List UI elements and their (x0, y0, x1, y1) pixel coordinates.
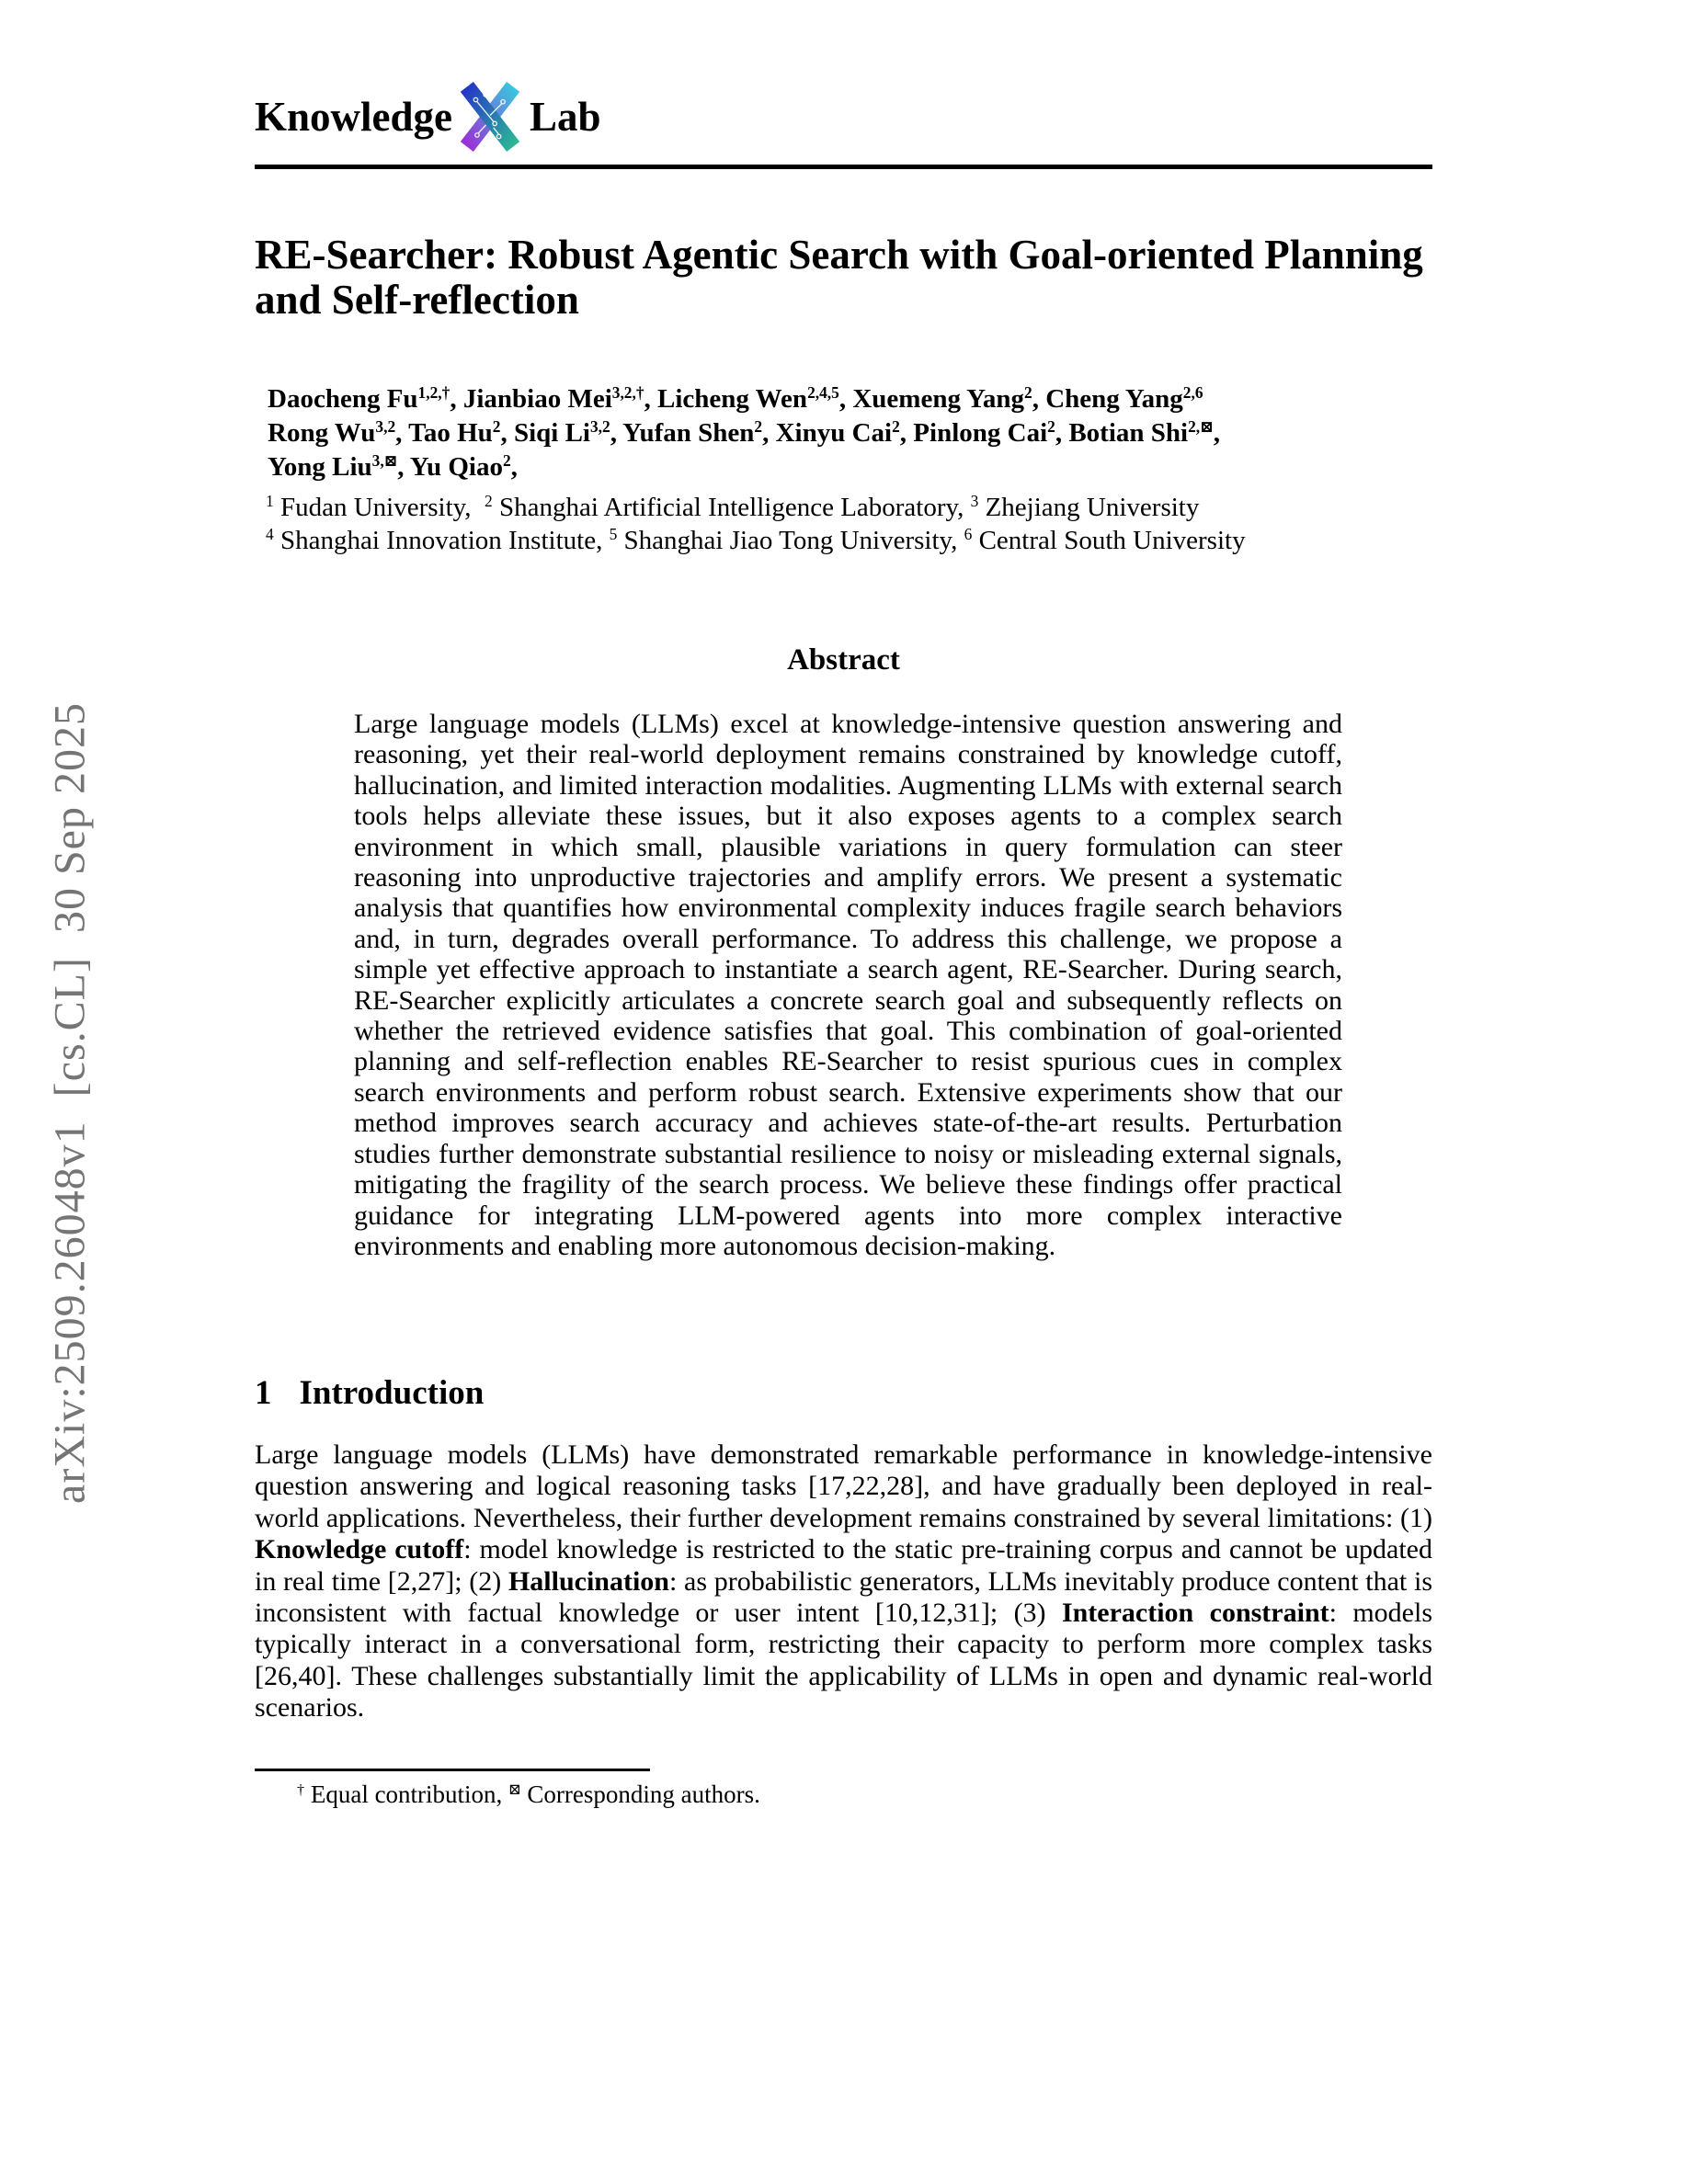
logo-word-lab: Lab (530, 94, 601, 140)
author-line: Rong Wu$^{3,2}$, Tao Hu$^2$, Siqi Li$^{3,2}$, Yufan Shen$^2$, Xinyu Cai$^2$, Pinlong Cai$^2$, Botian Shi$^{2,⊠}$, (268, 417, 1220, 448)
affiliation-line: $^1$ Fudan University, $^2$ Shanghai Artificial Intelligence Laboratory, $^3$ Zhejiang University (266, 492, 1200, 522)
knowledge-x-lab-logo (255, 79, 601, 154)
header-divider (255, 165, 1432, 169)
abstract-heading: Abstract (787, 643, 900, 677)
logo-word-knowledge: Knowledge (255, 94, 453, 140)
footnote-divider (255, 1769, 650, 1771)
title-line-2: and Self-reflection (255, 277, 579, 323)
paper-title (255, 233, 1432, 323)
affiliations-block (266, 491, 1424, 557)
author-line: Yong Liu$^{3,⊠}$, Yu Qiao$^2$, (268, 451, 518, 482)
footnote-text: † Equal contribution, ⊠ Corresponding authors. (297, 1780, 760, 1808)
section-title: Introduction (299, 1374, 485, 1412)
section-number: 1 (255, 1374, 272, 1412)
paper-content (255, 0, 1432, 2184)
author-line: Daocheng $Fu^{1,2,\dagger}$, Jianbiao Mei$^{3,2,\dagger}$, Licheng Wen$^{2,4,5}$, Xuemeng Yang$^2$, Cheng Yang$^{2,6}$ (268, 383, 1203, 414)
x-gradient-circuit-icon (456, 79, 524, 154)
section-heading-introduction (255, 1373, 484, 1413)
title-line-1: RE-Searcher: Robust Agentic Search with Goal-oriented Planning (255, 232, 1423, 278)
arxiv-identifier-watermark: arXiv:2509.26048v1 [cs.CL] 30 Sep 2025 (45, 702, 95, 1504)
abstract-text: Large language models (LLMs) excel at knowledge-intensive question answering and reasoning, yet their real-world deployment remains constrained by knowledge cutoff, hallucination, and limited interaction modalities. Augmenting LLMs with external search tools helps alleviate these issues, but it also exposes agents to a complex search environment in which small, plausible variations in query formulation can steer reasoning into unproductive trajectories and amplify errors. We present a systematic analysis that quantifies how environmental complexity induces fragile search behaviors and, in turn, degrades overall performance. To address this challenge, we propose a simple yet effective approach to instantiate a search agent, RE-Searcher. During search, RE-Searcher explicitly articulates a concrete search goal and subsequently reflects on whether the retrieved evidence satisfies that goal. This combination of goal-oriented planning and self-reflection enables RE-Searcher to resist spurious cues in complex search environments and perform robust search. Extensive experiments show that our method improves search accuracy and achieves state-of-the-art results. Perturbation studies further demonstrate substantial resilience to noisy or misleading external signals, mitigating the fragility of the search process. We believe these findings offer practical guidance for integrating LLM-powered agents into more complex interactive environments and enabling more autonomous decision-making. (354, 709, 1342, 1261)
footnote (255, 1769, 1432, 1809)
affiliation-line: $^4$ Shanghai Innovation Institute, $^5$ Shanghai Jiao Tong University, $^6$ Central South University (266, 525, 1246, 555)
introduction-paragraph: Large language models (LLMs) have demonstrated remarkable performance in knowledge-intensive question answering and logical reasoning tasks [17,22,28], and have gradually been deployed in real-world applications. Nevertheless, their further development remains constrained by several limitations: (1) Knowledge cutoff: model knowledge is restricted to the static pre-training corpus and cannot be updated in real time [2,27]; (2) Hallucination: as probabilistic generators, LLMs inevitably produce content that is inconsistent with factual knowledge or user intent [10,12,31]; (3) Interaction constraint: models typically interact in a conversational form, restricting their capacity to perform more complex tasks [26,40]. These challenges substantially limit the applicability of LLMs in open and dynamic real-world scenarios. (255, 1439, 1433, 1723)
authors-block (268, 382, 1426, 484)
